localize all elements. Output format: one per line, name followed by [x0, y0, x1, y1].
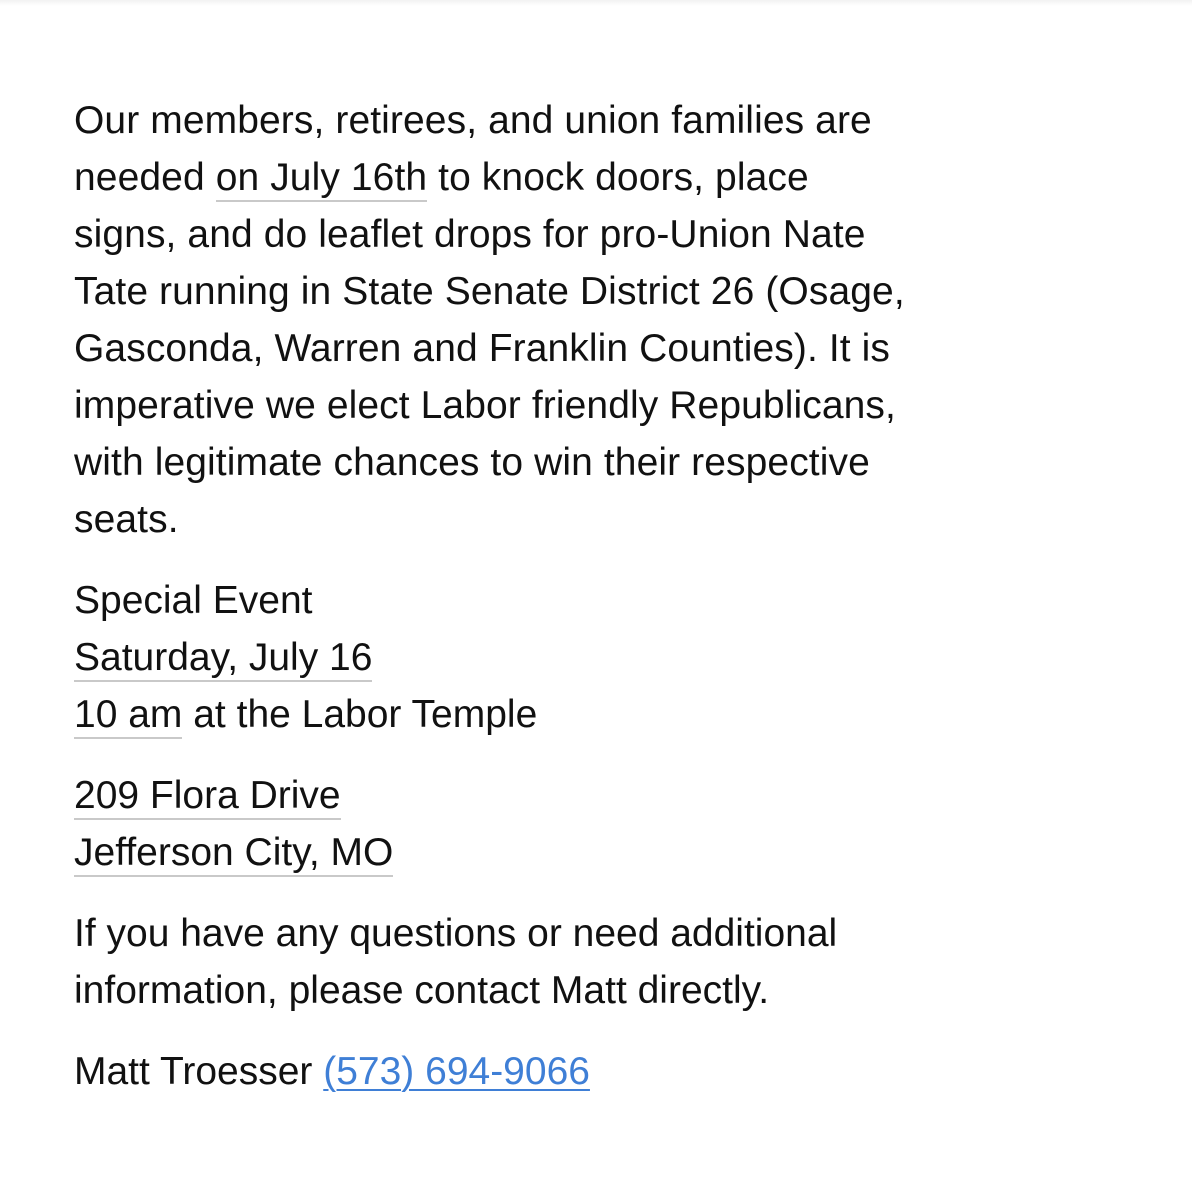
intro-line: Gasconda, Warren and Franklin Counties). It is [74, 327, 891, 370]
intro-line: Our members, retirees, and union families are [74, 99, 872, 142]
address-street-line [74, 767, 1154, 824]
intro-line: seats. [74, 498, 179, 541]
intro-text: needed [74, 156, 216, 199]
contact-line: If you have any questions or need additional [74, 912, 838, 955]
intro-line: with legitimate chances to win their respective [74, 441, 870, 484]
address-city-link[interactable]: Jefferson City, MO [74, 831, 393, 877]
intro-line: imperative we elect Labor friendly Republicans, [74, 384, 896, 427]
address-city-line [74, 824, 1154, 881]
message-body [74, 92, 1154, 1124]
event-time-line [74, 686, 1154, 743]
event-time-link[interactable]: 10 am [74, 693, 182, 739]
intro-line [74, 149, 1154, 206]
signature [74, 1043, 1154, 1100]
event-details [74, 572, 1154, 743]
address-block [74, 767, 1154, 881]
signature-name: Matt Troesser [74, 1050, 313, 1093]
intro-paragraph [74, 92, 1154, 548]
event-date-line [74, 629, 1154, 686]
intro-line: signs, and do leaflet drops for pro-Union Nate [74, 213, 866, 256]
date-link[interactable]: on July 16th [216, 156, 428, 202]
address-street-link[interactable]: 209 Flora Drive [74, 774, 341, 820]
top-edge [0, 0, 1192, 6]
intro-line: Tate running in State Senate District 26 (Osage, [74, 270, 905, 313]
signature-line [74, 1043, 1154, 1100]
event-location: at the Labor Temple [182, 693, 538, 736]
event-title: Special Event [74, 579, 313, 622]
phone-link[interactable]: (573) 694-9066 [323, 1050, 590, 1093]
contact-paragraph [74, 905, 1154, 1019]
intro-text: to knock doors, place [427, 156, 809, 199]
event-date-link[interactable]: Saturday, July 16 [74, 636, 372, 682]
contact-line: information, please contact Matt directly. [74, 969, 770, 1012]
